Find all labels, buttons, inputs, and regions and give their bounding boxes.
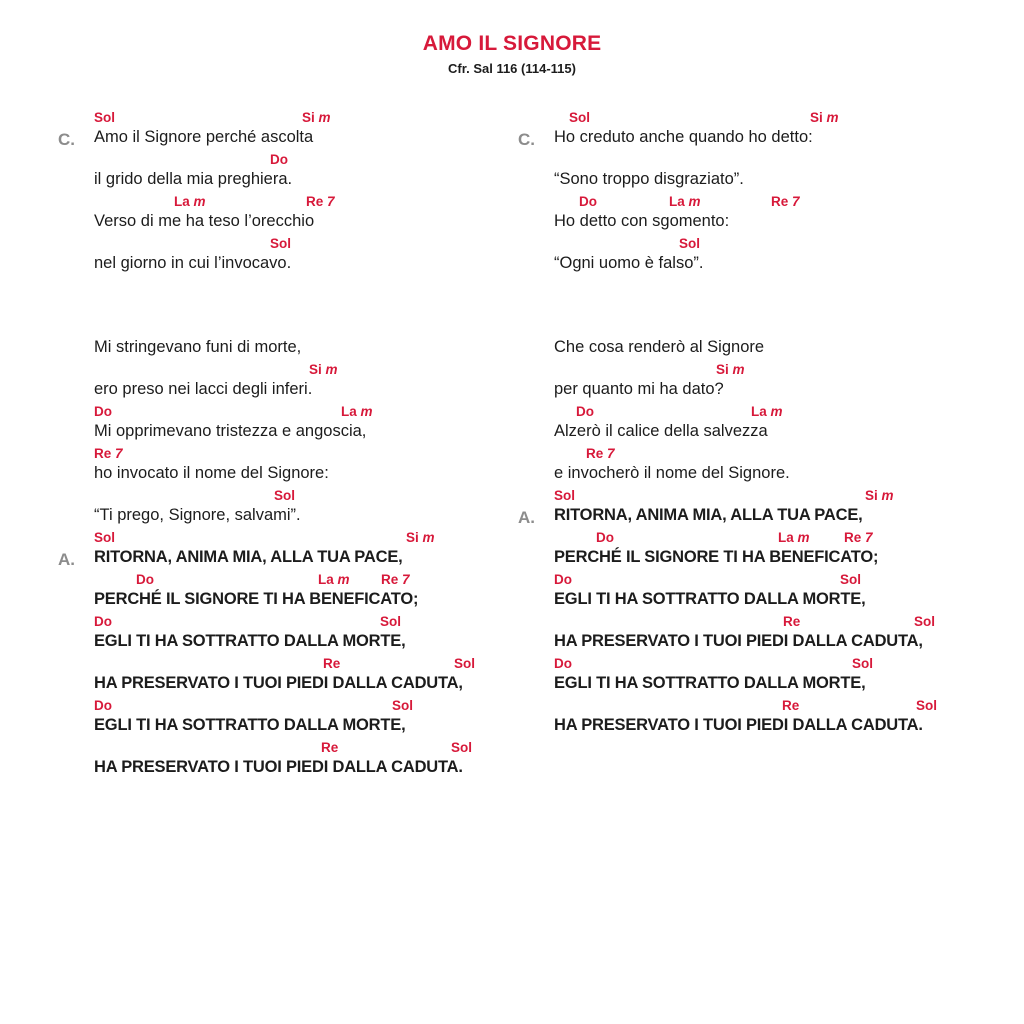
chord-row — [94, 320, 528, 338]
chord: Re 7 — [844, 530, 873, 545]
chord: Sol — [454, 656, 476, 671]
refrain-line — [554, 572, 988, 614]
verse-stanza — [518, 110, 988, 488]
chord-row — [94, 446, 528, 464]
verse-stanza — [58, 110, 528, 530]
verse-line — [554, 362, 988, 404]
refrain-text: HA PRESERVATO I TUOI PIEDI DALLA CADUTA, — [94, 674, 463, 692]
refrain-text: HA PRESERVATO I TUOI PIEDI DALLA CADUTA, — [554, 632, 923, 650]
chord: Sol — [392, 698, 414, 713]
refrain-line — [94, 530, 528, 572]
chord: La m — [669, 194, 701, 209]
chord-row — [94, 572, 528, 590]
verse-line — [554, 404, 988, 446]
chord: Do — [270, 152, 288, 167]
blank-line — [518, 278, 988, 320]
verse-line — [94, 110, 528, 152]
chord-row — [554, 614, 988, 632]
chord: Si m — [302, 110, 331, 125]
chord: Sol — [916, 698, 938, 713]
refrain-text: PERCHÉ IL SIGNORE TI HA BENEFICATO; — [554, 548, 879, 566]
chord: Si m — [406, 530, 435, 545]
verse-text: “Ogni uomo è falso”. — [554, 254, 704, 272]
verse-line — [554, 320, 988, 362]
chord: Do — [579, 194, 597, 209]
chord-row — [94, 404, 528, 422]
refrain-marker: A. — [58, 550, 75, 569]
chord-row — [554, 110, 988, 128]
chord-row — [554, 572, 988, 590]
verse-text: Verso di me ha teso l’orecchio — [94, 212, 315, 230]
verse-line — [554, 236, 988, 278]
chord: La m — [174, 194, 206, 209]
refrain-line — [554, 530, 988, 572]
chord-row — [94, 740, 528, 758]
chord: Do — [94, 614, 112, 629]
verse-line — [554, 110, 988, 152]
chord: Re 7 — [381, 572, 410, 587]
refrain-text: PERCHÉ IL SIGNORE TI HA BENEFICATO; — [94, 590, 419, 608]
left-column — [58, 110, 528, 782]
chord: Sol — [380, 614, 402, 629]
chord: Sol — [569, 110, 591, 125]
chord: Si m — [309, 362, 338, 377]
verse-line — [94, 446, 528, 488]
chord: Sol — [679, 236, 701, 251]
refrain-line — [554, 698, 988, 740]
chord-row — [554, 152, 988, 170]
chord: Sol — [274, 488, 296, 503]
chord-row — [94, 530, 528, 548]
refrain-text: RITORNA, ANIMA MIA, ALLA TUA PACE, — [554, 506, 863, 524]
refrain-text: HA PRESERVATO I TUOI PIEDI DALLA CADUTA. — [94, 758, 463, 776]
chord: Do — [94, 404, 112, 419]
chord-row — [94, 656, 528, 674]
verse-line — [94, 320, 528, 362]
chord: La m — [318, 572, 350, 587]
chord: La m — [341, 404, 373, 419]
refrain-text: EGLI TI HA SOTTRATTO DALLA MORTE, — [94, 632, 406, 650]
refrain-line — [554, 656, 988, 698]
verse-text: Ho detto con sgomento: — [554, 212, 730, 230]
refrain-line — [554, 614, 988, 656]
refrain-text: EGLI TI HA SOTTRATTO DALLA MORTE, — [554, 590, 866, 608]
verse-line — [554, 194, 988, 236]
chord-row — [554, 194, 988, 212]
chord: Sol — [840, 572, 862, 587]
refrain-marker: A. — [518, 508, 535, 527]
verse-marker: C. — [58, 130, 75, 149]
verse-text: ero preso nei lacci degli inferi. — [94, 380, 313, 398]
verse-text: Ho creduto anche quando ho detto: — [554, 128, 813, 146]
refrain-stanza — [58, 530, 528, 782]
chord-row — [94, 152, 528, 170]
song-title: AMO IL SIGNORE — [422, 32, 602, 55]
refrain-line — [94, 572, 528, 614]
chord: Sol — [451, 740, 473, 755]
verse-text: Mi stringevano funi di morte, — [94, 338, 302, 356]
verse-text: il grido della mia preghiera. — [94, 170, 293, 188]
chord: Re 7 — [771, 194, 800, 209]
chord: La m — [778, 530, 810, 545]
chord: Sol — [914, 614, 936, 629]
verse-text: Mi opprimevano tristezza e angoscia, — [94, 422, 367, 440]
chord: La m — [751, 404, 783, 419]
verse-line — [94, 236, 528, 278]
verse-text: Amo il Signore perché ascolta — [94, 128, 314, 146]
refrain-line — [94, 698, 528, 740]
refrain-line — [94, 656, 528, 698]
verse-text: per quanto mi ha dato? — [554, 380, 724, 398]
refrain-text: RITORNA, ANIMA MIA, ALLA TUA PACE, — [94, 548, 403, 566]
chord: Re — [321, 740, 339, 755]
chord: Sol — [270, 236, 292, 251]
chord: Sol — [94, 110, 116, 125]
chord-row — [554, 404, 988, 422]
chord: Re 7 — [306, 194, 335, 209]
chord: Re 7 — [586, 446, 615, 461]
verse-text: e invocherò il nome del Signore. — [554, 464, 790, 482]
verse-line — [94, 488, 528, 530]
chord-row — [94, 194, 528, 212]
chord: Do — [554, 572, 572, 587]
chord-row — [94, 110, 528, 128]
chord-row — [94, 362, 528, 380]
verse-line — [554, 152, 988, 194]
chord: Si m — [865, 488, 894, 503]
chord-row — [554, 656, 988, 674]
chord-row — [554, 446, 988, 464]
verse-text: nel giorno in cui l’invocavo. — [94, 254, 292, 272]
verse-text: “Sono troppo disgraziato”. — [554, 170, 744, 188]
verse-text: Alzerò il calice della salvezza — [554, 422, 768, 440]
chord-row — [554, 530, 988, 548]
right-column — [518, 110, 988, 740]
chord: Do — [576, 404, 594, 419]
verse-text: “Ti prego, Signore, salvami”. — [94, 506, 301, 524]
verse-line — [554, 446, 988, 488]
chord: Do — [596, 530, 614, 545]
chord-row — [554, 488, 988, 506]
verse-text: Che cosa renderò al Signore — [554, 338, 765, 356]
refrain-line — [94, 614, 528, 656]
chord-row — [94, 236, 528, 254]
chord-row — [554, 236, 988, 254]
refrain-line — [554, 488, 988, 530]
refrain-stanza — [518, 488, 988, 740]
chord: Re — [323, 656, 341, 671]
chord: Do — [136, 572, 154, 587]
refrain-text: HA PRESERVATO I TUOI PIEDI DALLA CADUTA. — [554, 716, 923, 734]
verse-marker: C. — [518, 130, 535, 149]
chord: Re — [782, 698, 800, 713]
chord: Sol — [554, 488, 576, 503]
chord-row — [94, 488, 528, 506]
refrain-text: EGLI TI HA SOTTRATTO DALLA MORTE, — [94, 716, 406, 734]
chord: Si m — [810, 110, 839, 125]
chord-row — [94, 698, 528, 716]
chord: Do — [94, 698, 112, 713]
song-subtitle: Cfr. Sal 116 (114-115) — [448, 61, 576, 76]
chord: Si m — [716, 362, 745, 377]
refrain-line — [94, 740, 528, 782]
chord-row — [554, 362, 988, 380]
chord: Sol — [852, 656, 874, 671]
verse-line — [94, 194, 528, 236]
refrain-text: EGLI TI HA SOTTRATTO DALLA MORTE, — [554, 674, 866, 692]
chord: Do — [554, 656, 572, 671]
verse-line — [94, 404, 528, 446]
chord: Re 7 — [94, 446, 123, 461]
chord-row — [94, 614, 528, 632]
chord-row — [554, 698, 988, 716]
verse-line — [94, 152, 528, 194]
verse-text: ho invocato il nome del Signore: — [94, 464, 329, 482]
verse-line — [94, 362, 528, 404]
blank-line — [58, 278, 528, 320]
chord: Sol — [94, 530, 116, 545]
chord: Re — [783, 614, 801, 629]
chord-row — [554, 320, 988, 338]
